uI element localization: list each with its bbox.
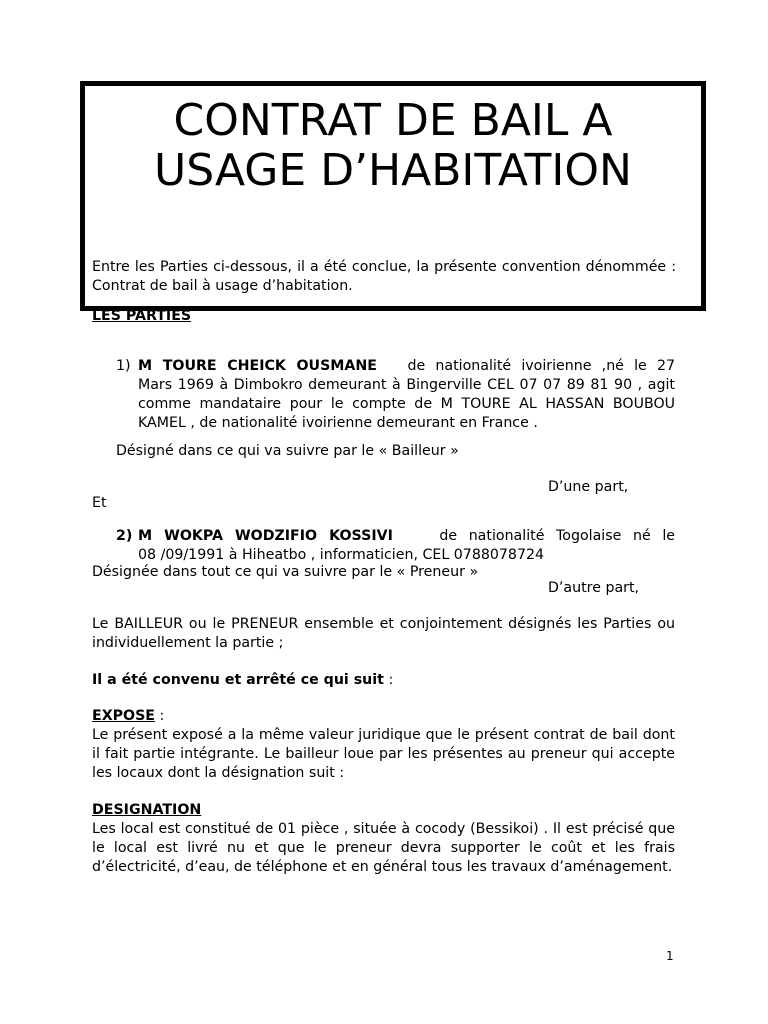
party1-designation: Désigné dans ce qui va suivre par le « Bailleur » — [116, 443, 459, 459]
party2-line1 — [138, 527, 675, 546]
designation-text: Les local est constitué de 01 pièce , située à cocody (Bessikoi) . Il est précisé que le local est livré nu et que le preneur devra supporter le coût et les frais d’électricité, d’eau, de téléphone et en général tous les travaux d’aménagement. — [92, 821, 675, 875]
party1-text-rest: Mars 1969 à Dimbokro demeurant à Bingerville CEL 07 07 89 81 90 , agit comme mandataire pour le compte de M TOURE AL HASSAN BOUBOU KAMEL , de nationalité ivoirienne demeurant en France . — [138, 377, 675, 431]
party2-part-label: D’autre part, — [548, 580, 640, 596]
agreed-line — [92, 671, 393, 690]
document-title — [85, 96, 701, 196]
intro-paragraph: Entre les Parties ci-dessous, il a été conclue, la présente convention dénommée : Contrat de bail à usage d’habitation. — [92, 259, 676, 294]
party2-name: M WOKPA WODZIFIO KOSSIVI — [138, 528, 393, 544]
title-line-2: USAGE D’HABITATION — [154, 145, 632, 196]
title-box — [80, 81, 706, 311]
party2-designation: Désignée dans tout ce qui va suivre par le « Preneur » — [92, 564, 479, 580]
party2-block — [138, 527, 675, 565]
party2-text-line2: 08 /09/1991 à Hiheatbo , informaticien, CEL 0788078724 — [138, 547, 545, 563]
party1-text-line1: de nationalité ivoirienne ,né le 27 — [407, 358, 675, 374]
et-label: Et — [92, 495, 107, 511]
designation-heading: DESIGNATION — [92, 802, 202, 818]
party1-line1 — [138, 357, 675, 376]
joint-designation: Le BAILLEUR ou le PRENEUR ensemble et conjointement désignés les Parties ou individuellement la partie ; — [92, 616, 675, 651]
agreed-suffix: : — [383, 672, 394, 688]
party2-number: 2) — [116, 528, 133, 544]
party2-text-line1: de nationalité Togolaise né le — [439, 528, 675, 544]
title-line-1: CONTRAT DE BAIL A — [173, 95, 613, 146]
party1-number: 1) — [116, 358, 131, 374]
party1-name: M TOURE CHEICK OUSMANE — [138, 358, 377, 374]
expose-suffix: : — [155, 708, 165, 724]
expose-text: Le présent exposé a la même valeur juridique que le présent contrat de bail dont il fait partie intégrante. Le bailleur loue par les présentes au preneur qui accepte les locaux dont la désignation suit : — [92, 727, 675, 781]
expose-heading: EXPOSE — [92, 708, 155, 724]
party1-block — [138, 357, 675, 433]
page-number: 1 — [666, 949, 674, 963]
agreed-bold: Il a été convenu et arrêté ce qui suit — [92, 672, 384, 688]
parties-heading: LES PARTIES — [92, 308, 192, 324]
party1-part-label: D’une part, — [548, 479, 629, 495]
expose-heading-line — [92, 707, 164, 726]
